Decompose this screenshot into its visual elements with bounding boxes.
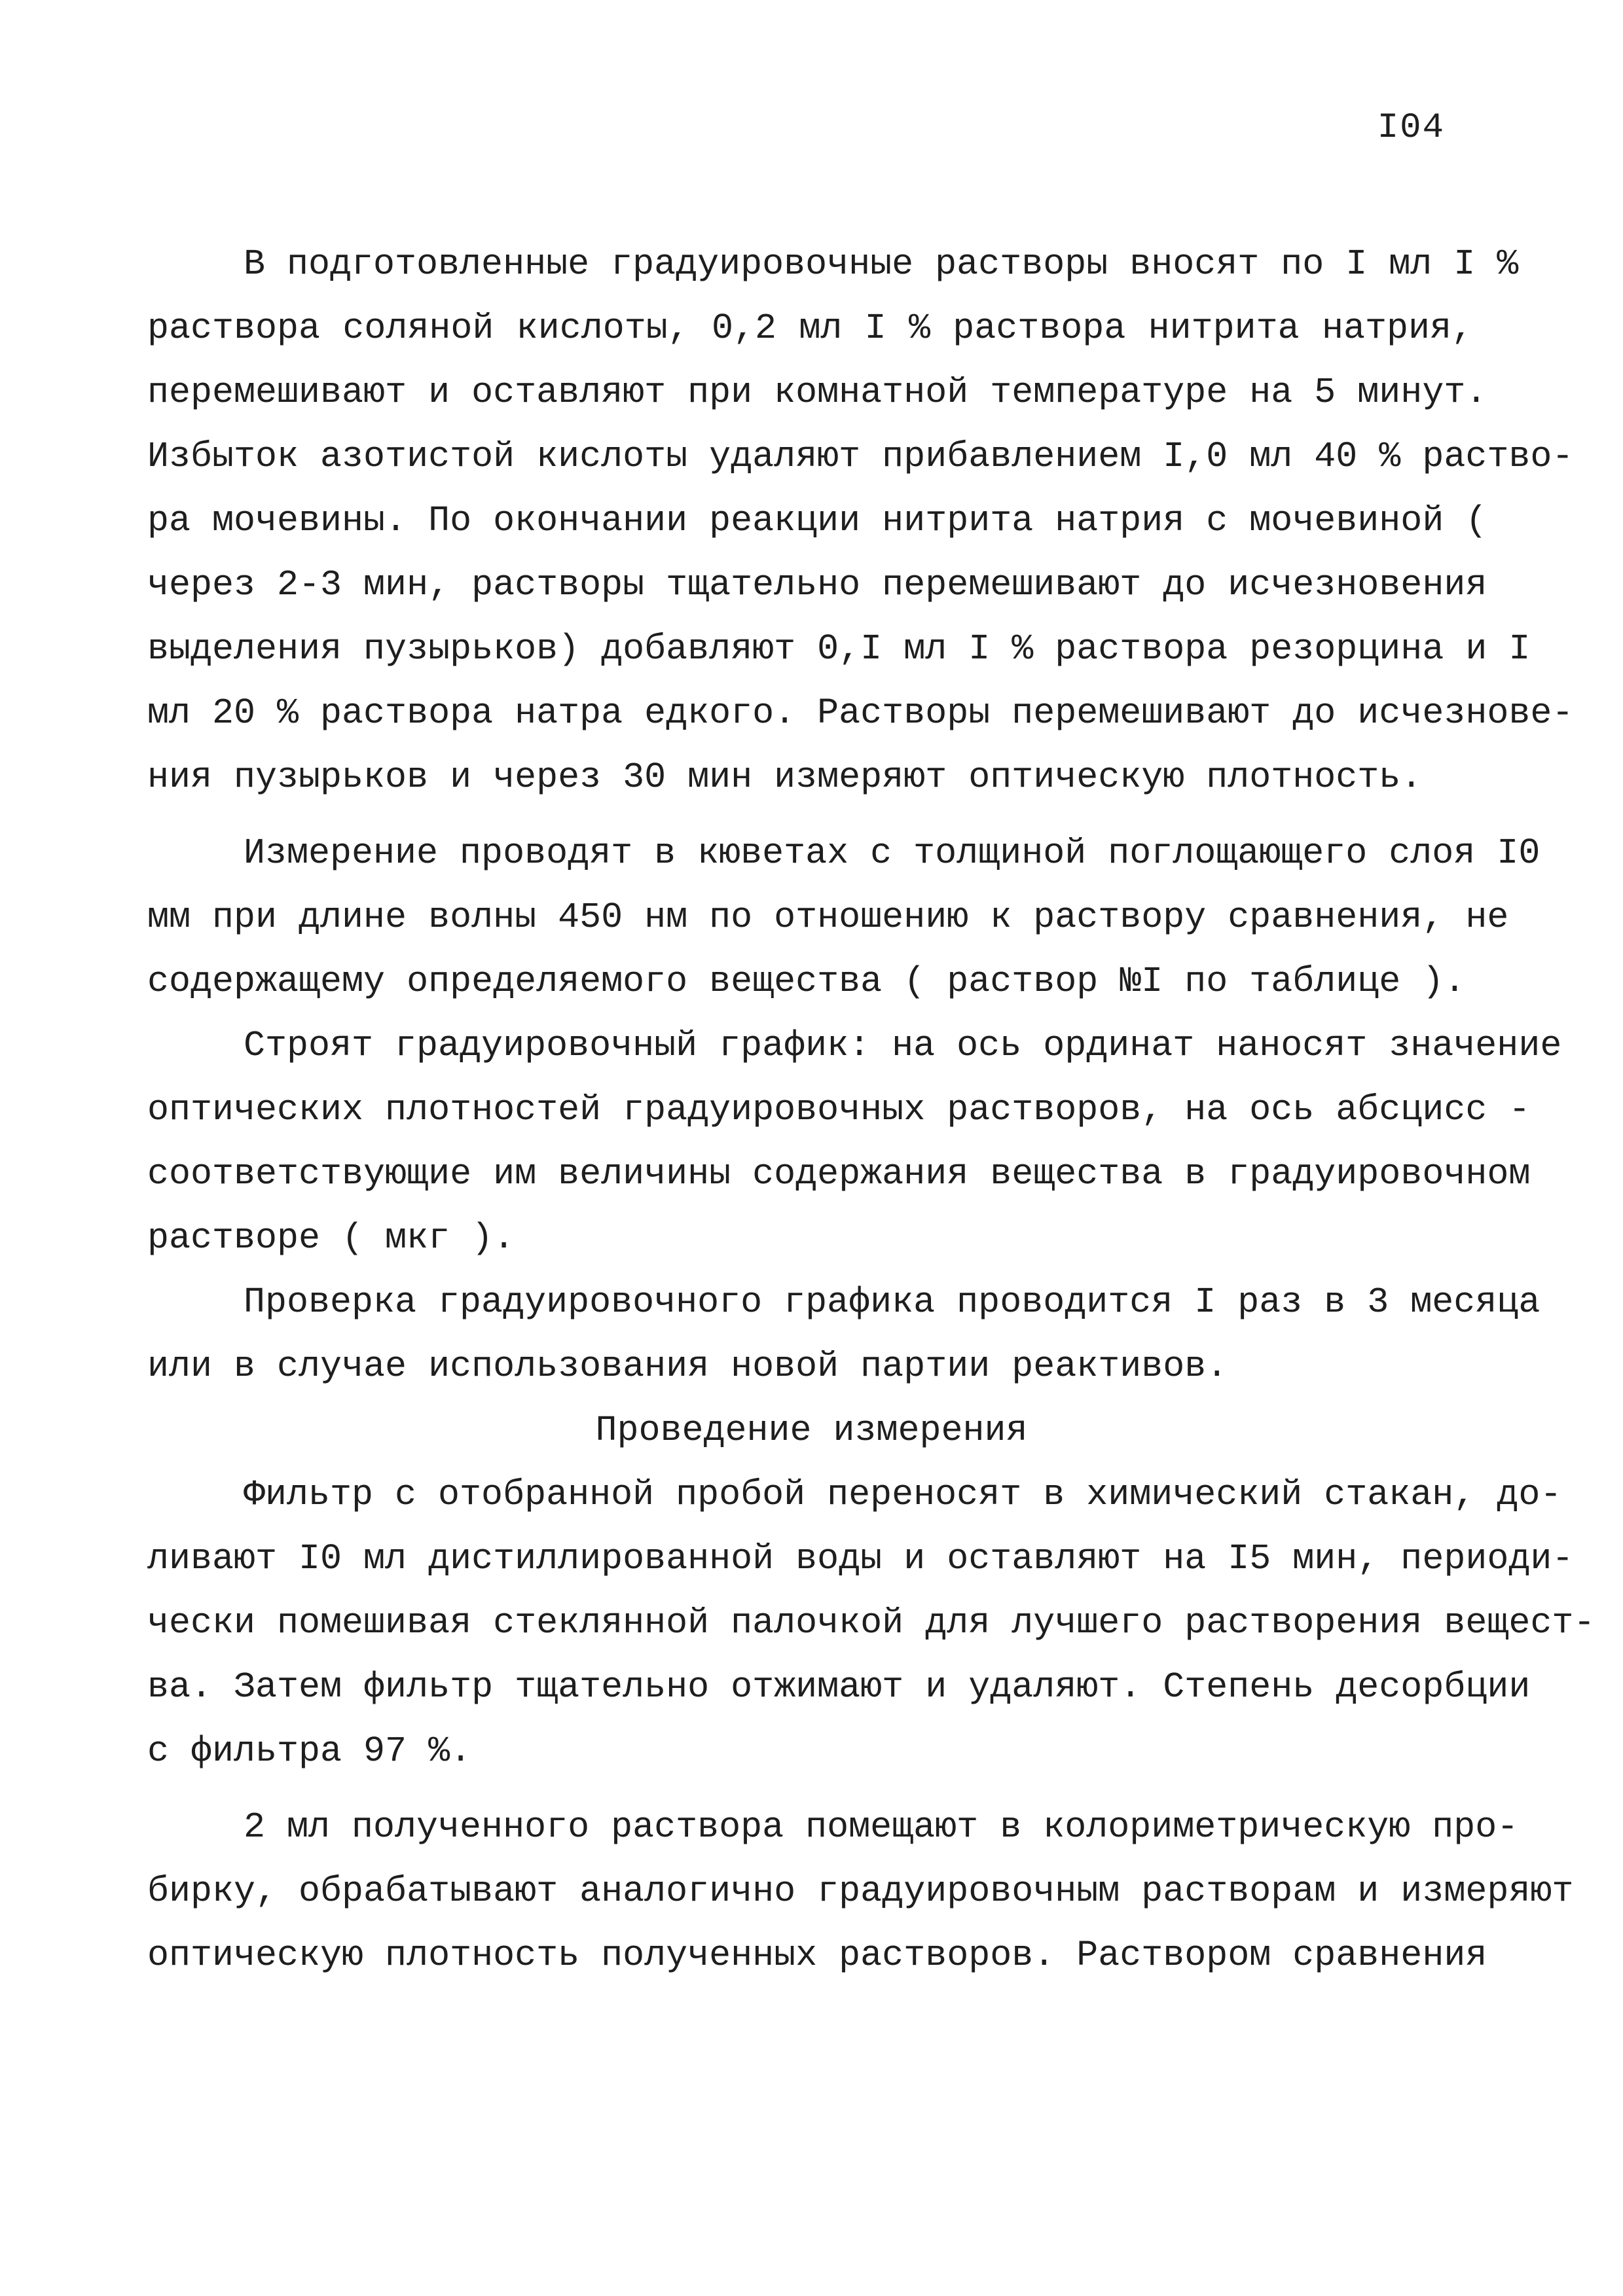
section-heading: Проведение измерения bbox=[595, 1410, 1028, 1451]
text-line: растворе ( мкг ). bbox=[147, 1217, 515, 1259]
text-line: выделения пузырьков) добавляют 0,I мл I % раствора резорцина и I bbox=[147, 628, 1531, 670]
text-line: В подготовленные градуировочные растворы вносят по I мл I % bbox=[244, 243, 1519, 285]
text-line: бирку, обрабатывают аналогично градуировочным растворам и измеряют bbox=[147, 1871, 1574, 1912]
text-line: чески помешивая стеклянной палочкой для лучшего растворения вещест- bbox=[147, 1602, 1596, 1643]
text-line: ния пузырьков и через 30 мин измеряют оптическую плотность. bbox=[147, 757, 1423, 798]
text-line: Строят градуировочный график: на ось ординат наносят значение bbox=[244, 1025, 1562, 1066]
text-line: перемешивают и оставляют при комнатной температуре на 5 минут. bbox=[147, 372, 1487, 413]
text-line: оптическую плотность полученных растворов. Раствором сравнения bbox=[147, 1935, 1487, 1976]
text-line: раствора соляной кислоты, 0,2 мл I % раствора нитрита натрия, bbox=[147, 308, 1473, 349]
text-line: содержащему определяемого вещества ( раствор №I по таблице ). bbox=[147, 961, 1466, 1002]
text-line: Измерение проводят в кюветах с толщиной поглощающего слоя I0 bbox=[244, 833, 1541, 874]
text-line: Избыток азотистой кислоты удаляют прибавлением I,0 мл 40 % раство- bbox=[147, 436, 1574, 477]
text-line: оптических плотностей градуировочных растворов, на ось абсцисс - bbox=[147, 1089, 1531, 1130]
text-line: Проверка градуировочного графика проводится I раз в 3 месяца bbox=[244, 1282, 1541, 1323]
text-line: мл 20 % раствора натра едкого. Растворы перемешивают до исчезнове- bbox=[147, 692, 1574, 734]
text-line: ра мочевины. По окончании реакции нитрита натрия с мочевиной ( bbox=[147, 500, 1487, 541]
text-line: Фильтр с отобранной пробой переносят в химический стакан, до- bbox=[244, 1474, 1562, 1515]
text-line: соответствующие им величины содержания вещества в градуировочном bbox=[147, 1153, 1531, 1194]
text-line: или в случае использования новой партии реактивов. bbox=[147, 1346, 1228, 1387]
text-line: через 2-3 мин, растворы тщательно перемешивают до исчезновения bbox=[147, 564, 1487, 605]
text-line: мм при длине волны 450 нм по отношению к раствору сравнения, не bbox=[147, 897, 1509, 938]
text-line: ливают I0 мл дистиллированной воды и оставляют на I5 мин, периоди- bbox=[147, 1538, 1574, 1579]
text-line: 2 мл полученного раствора помещают в колориметрическую про- bbox=[244, 1806, 1519, 1848]
text-line: ва. Затем фильтр тщательно отжимают и удаляют. Степень десорбции bbox=[147, 1666, 1531, 1708]
page-number: I04 bbox=[1377, 108, 1445, 148]
text-line: с фильтра 97 %. bbox=[147, 1731, 472, 1772]
